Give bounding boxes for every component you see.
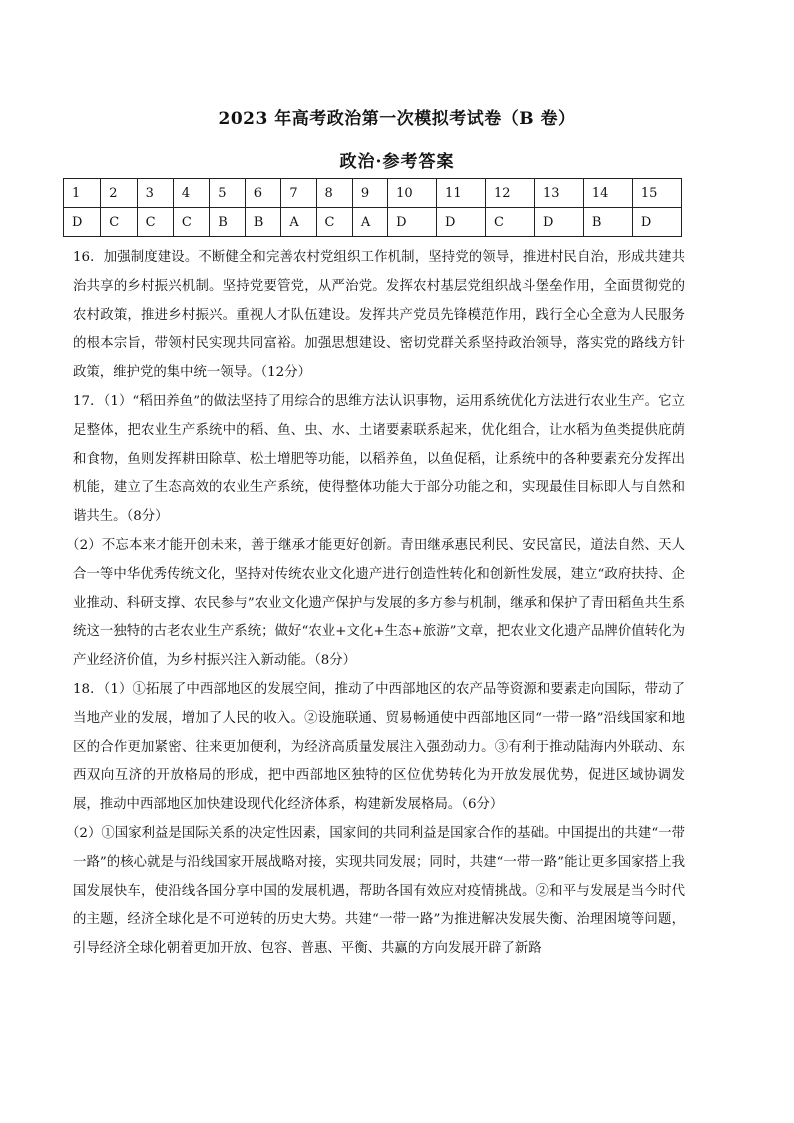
answer-table-number-row xyxy=(64,179,682,208)
answer-cell: C xyxy=(316,208,352,237)
question-number-cell: 7 xyxy=(281,179,316,208)
question-number-cell: 12 xyxy=(486,179,535,208)
question-number-cell: 5 xyxy=(210,179,246,208)
answer-cell: C xyxy=(173,208,209,237)
answer-cell: D xyxy=(437,208,486,237)
answer-cell: C xyxy=(101,208,137,237)
question-number-cell: 2 xyxy=(101,179,137,208)
answer-content xyxy=(66,244,685,964)
answer-cell: D xyxy=(534,208,583,237)
answer-cell: C xyxy=(486,208,535,237)
question-number-cell: 3 xyxy=(137,179,173,208)
answer-paragraph-q16: 16．加强制度建设。不断健全和完善农村党组织工作机制，坚持党的领导，推进村民自治，形成共建共治共享的乡村振兴机制。坚持党要管党，从严治党。发挥农村基层党组织战斗堡垒作用，全面贯彻党的农村政策，推进乡村振兴。重视人才队伍建设。发挥共产党员先锋模范作用，践行全心全意为人民服务的根本宗旨，带领村民实现共同富裕。加强思想建设、密切党群关系坚持政治领导，落实党的路线方针政策，维护党的集中统一领导。（12分） xyxy=(73,250,685,381)
question-number-cell: 9 xyxy=(352,179,387,208)
question-number-cell: 14 xyxy=(583,179,632,208)
answer-paragraph-q18-2: （2）①国家利益是国际关系的决定性因素，国家间的共同利益是国家合作的基础。中国提出的共建“一带一路”的核心就是与沿线国家开展战略对接，实现共同发展；同时，共建“一带一路”能让更多国家搭上我国发展快车，使沿线各国分享中国的发展机遇，帮助各国有效应对疫情挑战。②和平与发展是当今时代的主题，经济全球化是不可逆转的历史大势。共建“一带一路”为推进解决发展失衡、治理困境等问题，引导经济全球化朝着更加开放、包容、普惠、平衡、共赢的方向发展开辟了新路 xyxy=(66,825,685,957)
answer-cell: B xyxy=(245,208,281,237)
answer-cell: D xyxy=(64,208,101,237)
document-subtitle: 政治·参考答案 xyxy=(339,152,455,172)
question-number-cell: 6 xyxy=(245,179,281,208)
answer-cell: B xyxy=(210,208,246,237)
answer-paragraph-q17-1: 17．（1）“稻田养鱼”的做法坚持了用综合的思维方法认识事物，运用系统优化方法进行农业生产。它立足整体，把农业生产系统中的稻、鱼、虫、水、土诸要素联系起来，优化组合，让水稻为鱼类提供庇荫和食物，鱼则发挥耕田除草、松土增肥等功能，以稻养鱼，以鱼促稻，让系统中的各种要素充分发挥出机能，建立了生态高效的农业生产系统，使得整体功能大于部分功能之和，实现最佳目标即人与自然和谐共生。（8分） xyxy=(73,393,685,525)
answer-cell: B xyxy=(583,208,632,237)
answer-cell: C xyxy=(137,208,173,237)
answer-cell: D xyxy=(388,208,437,237)
answer-table-answer-row xyxy=(64,208,682,237)
question-number-cell: 10 xyxy=(388,179,437,208)
answer-cell: D xyxy=(632,208,681,237)
question-number-cell: 15 xyxy=(632,179,681,208)
answer-paragraph-q17-2: （2）不忘本来才能开创未来，善于继承才能更好创新。青田继承惠民利民、安民富民，道法自然、天人合一等中华优秀传统文化，坚持对传统农业文化遗产进行创造性转化和创新性发展，建立“政府扶持、企业推动、科研支撑、农民参与”农业文化遗产保护与发展的多方参与机制，继承和保护了青田稻鱼共生系统这一独特的古老农业生产系统；做好“农业+文化+生态+旅游”文章，把农业文化遗产品牌价值转化为产业经济价值，为乡村振兴注入新动能。（8分） xyxy=(66,537,685,669)
answer-paragraph-q18-1: 18．（1）①拓展了中西部地区的发展空间，推动了中西部地区的农产品等资源和要素走向国际，带动了当地产业的发展，增加了人民的收入。②设施联通、贸易畅通使中西部地区同“一带一路”沿线国家和地区的合作更加紧密、往来更加便利，为经济高质量发展注入强劲动力。③有利于推动陆海内外联动、东西双向互济的开放格局的形成，把中西部地区独特的区位优势转化为开放发展优势，促进区域协调发展，推动中西部地区加快建设现代化经济体系，构建新发展格局。（6分） xyxy=(73,681,685,813)
answer-cell: A xyxy=(352,208,387,237)
question-number-cell: 1 xyxy=(64,179,101,208)
question-number-cell: 11 xyxy=(437,179,486,208)
question-number-cell: 13 xyxy=(534,179,583,208)
question-number-cell: 4 xyxy=(173,179,209,208)
answer-table xyxy=(63,178,682,237)
document-title: 2023 年高考政治第一次模拟考试卷（B 卷） xyxy=(218,109,576,129)
question-number-cell: 8 xyxy=(316,179,352,208)
answer-cell: A xyxy=(281,208,316,237)
